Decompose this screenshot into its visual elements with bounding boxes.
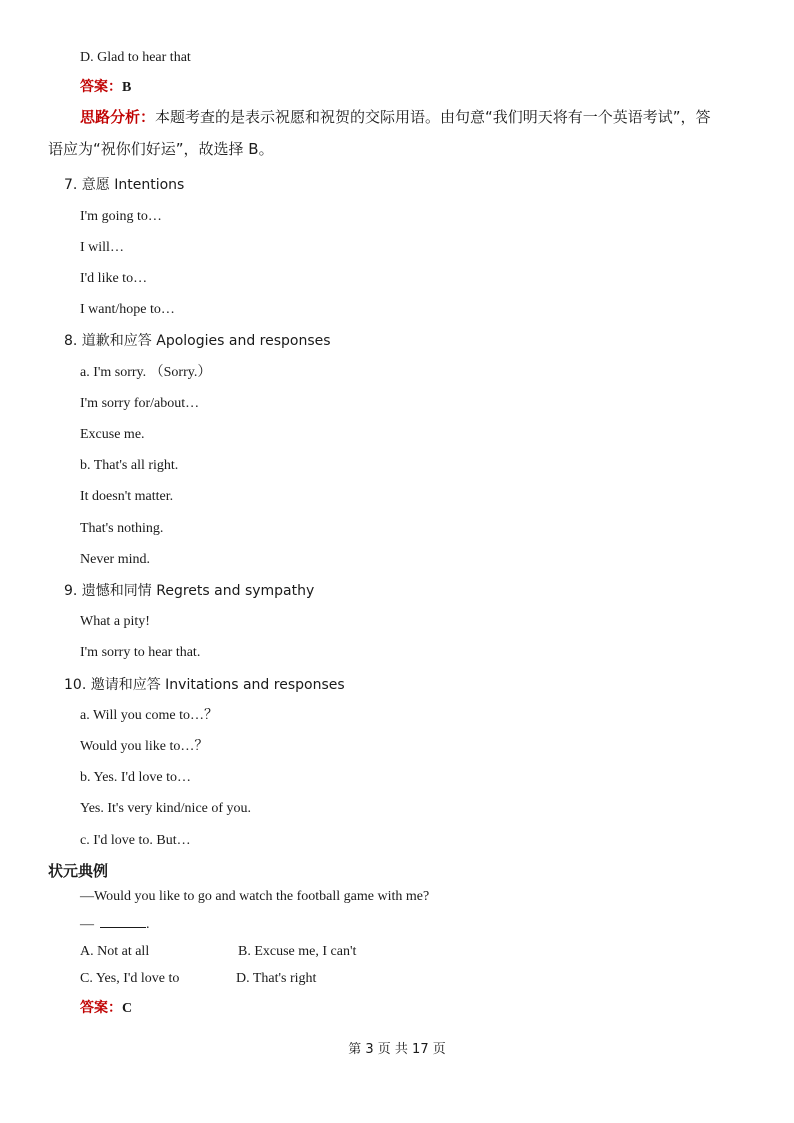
list-item: Yes. It's very kind/nice of you.	[80, 801, 252, 816]
analysis-line-1	[80, 107, 711, 127]
blank-period: .	[146, 917, 150, 932]
dash: —	[80, 917, 94, 932]
list-item: a. I'm sorry. （Sorry.）	[80, 365, 212, 380]
page-footer: 第 3 页 共 17 页	[348, 1042, 446, 1057]
answer-value: C	[122, 1001, 133, 1016]
option-d: D. Glad to hear that	[80, 50, 191, 65]
answer-blank	[100, 915, 146, 928]
list-item: b. Yes. I'd love to…	[80, 770, 192, 785]
answer-label: 答案：	[80, 79, 122, 95]
analysis-line-2: 语应为“祝你们好运”，故选择 B。	[48, 140, 274, 158]
list-item: I'm sorry for/about…	[80, 396, 200, 411]
option-b: B. Excuse me, I can't	[238, 944, 357, 959]
option-d-example: D. That's right	[236, 971, 317, 986]
analysis-label: 思路分析：	[80, 108, 156, 126]
section-7-title: 7. 意愿 Intentions	[64, 177, 185, 193]
list-item: I'm going to…	[80, 209, 162, 224]
list-item: Excuse me.	[80, 427, 145, 442]
section-9-title: 9. 遗憾和同情 Regrets and sympathy	[64, 583, 315, 599]
list-item: c. I'd love to. But…	[80, 833, 191, 848]
list-item: a. Will you come to…？	[80, 708, 218, 723]
list-item: What a pity!	[80, 614, 150, 629]
answer-value: B	[122, 80, 132, 95]
list-item: I'm sorry to hear that.	[80, 645, 201, 660]
list-item: Would you like to…？	[80, 739, 209, 754]
example-question: —Would you like to go and watch the football game with me?	[80, 889, 430, 904]
example-heading: 状元典例	[48, 862, 109, 880]
section-10-title: 10. 邀请和应答 Invitations and responses	[64, 677, 345, 693]
list-item: Never mind.	[80, 552, 150, 567]
analysis-text-1: 本题考查的是表示祝愿和祝贺的交际用语。由句意“我们明天将有一个英语考试”，答	[155, 108, 711, 126]
list-item: It doesn't matter.	[80, 489, 174, 504]
list-item: I will…	[80, 240, 124, 255]
option-a: A. Not at all	[80, 944, 150, 959]
list-item: I'd like to…	[80, 271, 148, 286]
list-item: That's nothing.	[80, 521, 164, 536]
example-answer-line	[80, 999, 132, 1018]
answer-line	[80, 78, 131, 97]
section-8-title: 8. 道歉和应答 Apologies and responses	[64, 333, 331, 349]
list-item: I want/hope to…	[80, 302, 175, 317]
answer-label: 答案：	[80, 1000, 122, 1016]
option-c: C. Yes, I'd love to	[80, 971, 180, 986]
list-item: b. That's all right.	[80, 458, 179, 473]
example-blank-line	[80, 915, 150, 934]
